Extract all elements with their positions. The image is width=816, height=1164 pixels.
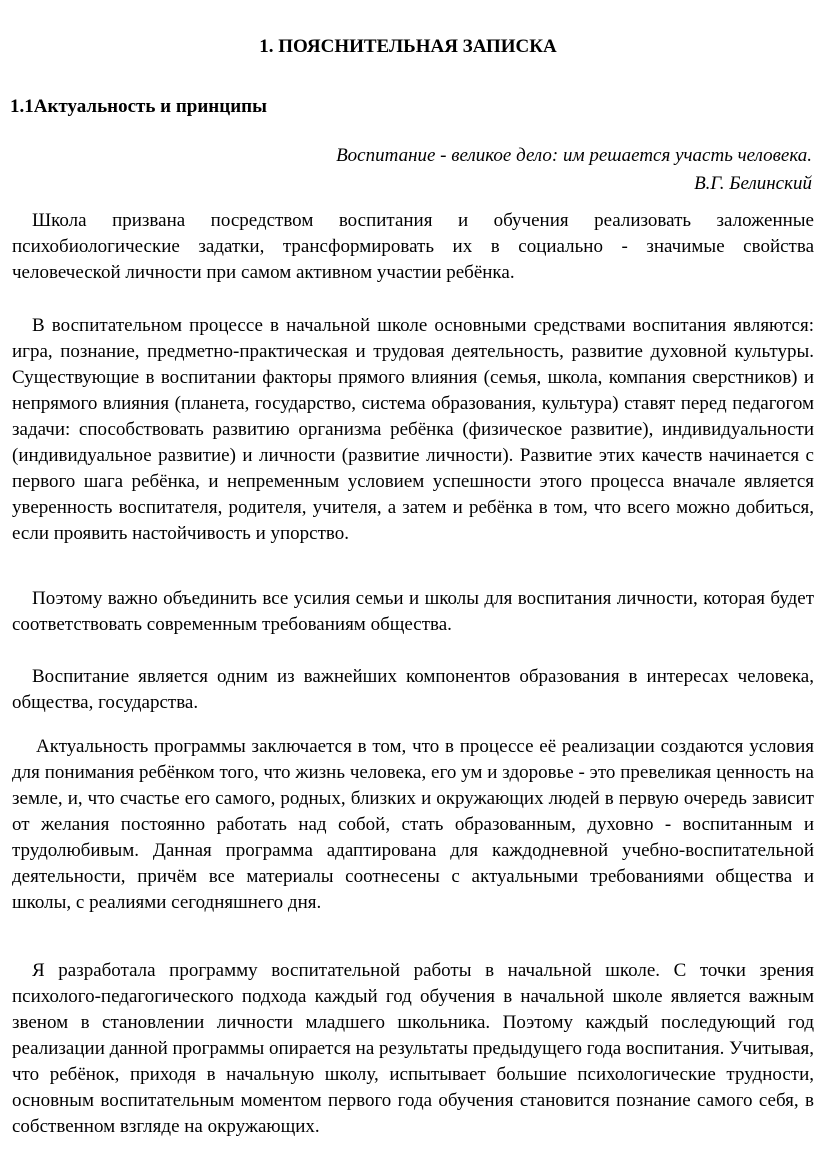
epigraph-author: В.Г. Белинский (694, 173, 812, 194)
paragraph-school-purpose: Школа призвана посредством воспитания и обучения реализовать заложенные психобиологические задатки, трансформировать их в социально - значимые свойства человеческой личности при самом активном участии ребёнка. (12, 210, 814, 283)
paragraph-family-school: Поэтому важно объединить все усилия семьи и школы для воспитания личности, которая будет соответствовать современным требованиям общества. (12, 588, 814, 635)
subsection-heading: 1.1Актуальность и принципы (10, 96, 267, 117)
paragraph-upbringing-means: В воспитательном процессе в начальной школе основными средствами воспитания являются: игра, познание, предметно-практическая и трудовая деятельность, развитие духовной культуры. Существующие в воспитании факторы прямого влияния (семья, школа, компания сверстников) и непрямого влияния (планета, государство, система образования, культура) ставят перед педагогом задачи: способствовать развитию организма ребёнка (физическое развитие), индивидуальности (индивидуальное развитие) и личности (развитие личности). Развитие этих качеств начинается с первого шага ребёнка, и непременным условием успешности этого процесса вначале является уверенность воспитателя, родителя, учителя, а затем и ребёнка в том, что всего можно добиться, если проявить настойчивость и упорство. (12, 315, 814, 544)
paragraph-program-development: Я разработала программу воспитательной работы в начальной школе. С точки зрения психолого-педагогического подхода каждый год обучения в начальной школе является важным звеном в становлении личности младшего школьника. Поэтому каждый последующий год реализации данной программы опирается на результаты предыдущего года воспитания. Учитывая, что ребёнок, приходя в начальную школу, испытывает большие психологические трудности, основным воспитательным моментом первого года обучения становится познание самого себя, в собственном взгляде на окружающих. (12, 960, 814, 1137)
paragraph-education-component: Воспитание является одним из важнейших компонентов образования в интересах человека, общества, государства. (12, 666, 814, 713)
epigraph (0, 142, 816, 198)
section-heading: 1. ПОЯСНИТЕЛЬНАЯ ЗАПИСКА (259, 36, 557, 57)
epigraph-quote: Воспитание - великое дело: им решается участь человека. (336, 145, 812, 166)
paragraph-program-relevance: Актуальность программы заключается в том, что в процессе её реализации создаются условия для понимания ребёнком того, что жизнь человека, его ум и здоровье - это превеликая ценность на земле, и, что счастье его самого, родных, близких и окружающих людей в первую очередь зависит от желания постоянно работать над собой, стать образованным, духовно - воспитанным и трудолюбивым. Данная программа адаптирована для каждодневной учебно-воспитательной деятельности, причём все материалы соотнесены с актуальными требованиями общества и школы, с реалиями сегодняшнего дня. (12, 736, 814, 913)
